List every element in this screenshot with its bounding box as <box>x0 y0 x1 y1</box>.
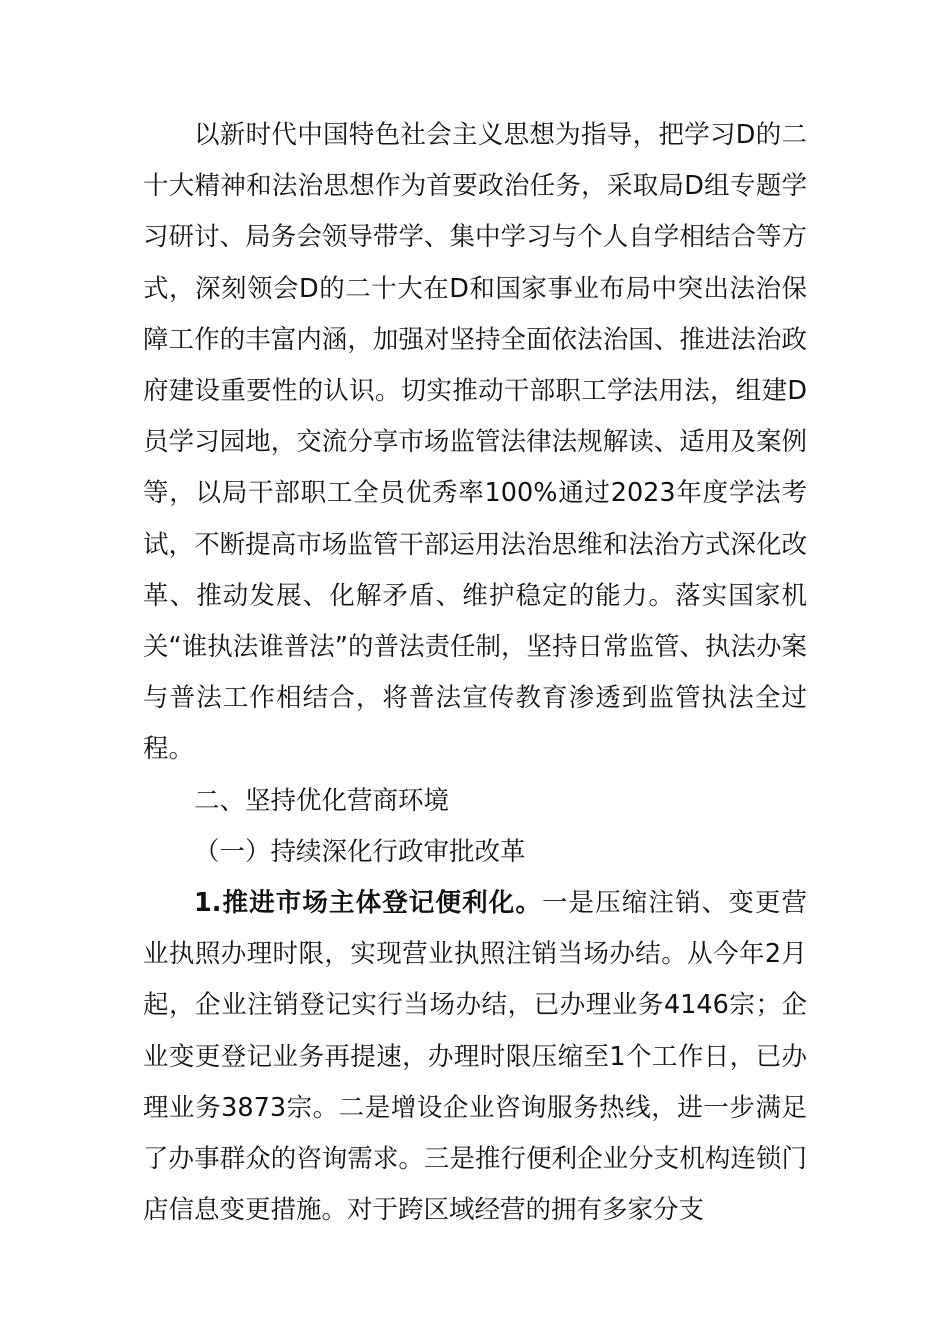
subsection-heading: （一）持续深化行政审批改革 <box>194 836 526 867</box>
body-paragraph: 以新时代中国特色社会主义思想为指导，把学习D的二十大精神和法治思想作为首要政治任务，采取局D组专题学习研讨、局务会领导带学、集中学习与个人自学相结合等方式，深刻领会D的二十大在D和国家事业布局中突出法治保障工作的丰富内涵，加强对坚持全面依法治国、推进法治政府建设重要性的认识。切实推动干部职工学法用法，组建D员学习园地，交流分享市场监管法律法规解读、适用及案例等，以局干部职工全员优秀率100%通过2023年度学法考试，不断提高市场监管干部运用法治思维和法治方式深化改革、推动发展、化解矛盾、维护稳定的能力。落实国家机关“谁执法谁普法”的普法责任制，坚持日常监管、执法办案与普法工作相结合，将普法宣传教育渗透到监管执法全过程。 <box>143 120 807 765</box>
item-body: 一是压缩注销、变更营业执照办理时限，实现营业执照注销当场办结。从今年2月起，企业注销登记实行当场办结，已办理业务4146宗；企业变更登记业务再提速，办理时限压缩至1个工作日，已办理业务3873宗。二是增设企业咨询服务热线，进一步满足了办事群众的咨询需求。三是推行便利企业分支机构连锁门店信息变更措施。对于跨区域经营的拥有多家分支 <box>143 888 807 1226</box>
item-title: 1.推进市场主体登记便利化。 <box>194 888 542 919</box>
item-paragraph <box>143 878 807 1236</box>
section-heading: 二、坚持优化营商环境 <box>194 785 450 816</box>
document-body <box>143 110 807 1236</box>
